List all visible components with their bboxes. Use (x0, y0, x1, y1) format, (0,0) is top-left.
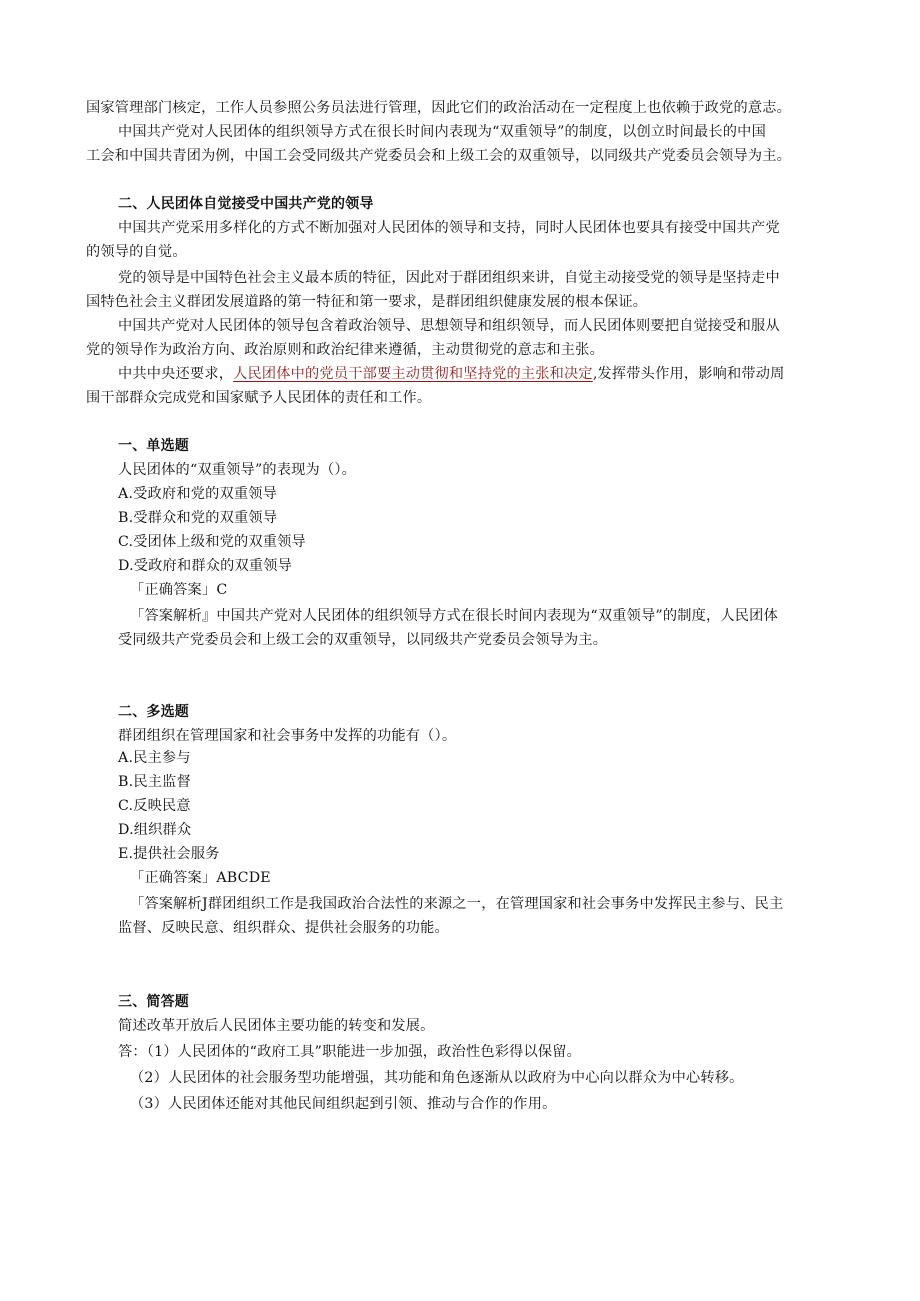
paragraph-line: 党的领导作为政治方向、政治原则和政治纪律来遵循，主动贯彻党的意志和主张。 (86, 342, 604, 358)
option-e: E.提供社会服务 (118, 846, 220, 862)
option-c: C.反映民意 (118, 798, 191, 814)
question-text: 人民团体的“双重领导”的表现为（）。 (118, 462, 357, 478)
option-a: A.受政府和党的双重领导 (118, 486, 278, 502)
question-heading: 一、单选题 (118, 438, 189, 454)
answer-analysis: 「答案解析』中国共产党对人民团体的组织领导方式在很长时间内表现为“双重领导”的制度，人民团体 (130, 608, 778, 624)
section-heading: 二、人民团体自觉接受中国共产党的领导 (118, 196, 374, 212)
highlighted-text: 人民团体中的党员干部要主动贯彻和坚持党的主张和决定 (233, 366, 593, 382)
paragraph-line: 中国共产党对人民团体的领导包含着政治领导、思想领导和组织领导，而人民团体则要把自觉接受和服从 (118, 318, 780, 334)
option-d: D.受政府和群众的双重领导 (118, 558, 293, 574)
question-heading: 三、简答题 (118, 994, 189, 1010)
option-b: B.民主监督 (118, 774, 191, 790)
option-a: A.民主参与 (118, 750, 191, 766)
paragraph-line: 围干部群众完成党和国家赋予人民团体的责任和工作。 (86, 390, 432, 406)
option-d: D.组织群众 (118, 822, 192, 838)
paragraph-line: 的领导的自觉。 (86, 244, 187, 260)
paragraph-text: 中共中央还要求， (118, 366, 234, 382)
paragraph-line: 国特色社会主义群团发展道路的第一特征和第一要求，是群团组织健康发展的根本保证。 (86, 294, 648, 310)
correct-answer: 「正确答案」C (130, 582, 228, 598)
answer-line: 答：（1）人民团体的“政府工具”职能进一步加强，政治性色彩得以保留。 (118, 1044, 582, 1060)
paragraph-line: 党的领导是中国特色社会主义最本质的特征，因此对于群团组织来讲，自觉主动接受党的领导是坚持走中 (118, 270, 780, 286)
question-text: 群团组织在管理国家和社会事务中发挥的功能有（）。 (118, 728, 457, 744)
paragraph-text: ,发挥带头作用，影响和带动周 (592, 366, 785, 382)
answer-line: （2）人民团体的社会服务型功能增强，其功能和角色逐渐从以政府为中心向以群众为中心转移。 (130, 1070, 744, 1086)
answer-line: （3）人民团体还能对其他民间组织起到引领、推动与合作的作用。 (130, 1096, 557, 1112)
option-b: B.受群众和党的双重领导 (118, 510, 278, 526)
correct-answer: 「正确答案」ABCDE (130, 870, 271, 886)
question-text: 简述改革开放后人民团体主要功能的转变和发展。 (118, 1018, 435, 1034)
paragraph-line: 中国共产党采用多样化的方式不断加强对人民团体的领导和支持，同时人民团体也要具有接受中国共产党 (118, 220, 780, 236)
answer-analysis: 监督、反映民意、组织群众、提供社会服务的功能。 (118, 920, 449, 936)
answer-analysis: 受同级共产党委员会和上级工会的双重领导，以同级共产党委员会领导为主。 (118, 632, 608, 648)
intro-paragraph-line: 中国共产党对人民团体的组织领导方式在很长时间内表现为“双重领导”的制度，以创立时间最长的中国 (118, 124, 766, 140)
question-heading: 二、多选题 (118, 704, 189, 720)
paragraph-line (118, 364, 785, 384)
answer-analysis: 「答案解析J群团组织工作是我国政治合法性的来源之一，在管理国家和社会事务中发挥民主参与、民主 (130, 896, 784, 912)
intro-line: 国家管理部门核定，工作人员参照公务员法进行管理，因此它们的政治活动在一定程度上也依赖于政党的意志。 (86, 100, 791, 116)
option-c: C.受团体上级和党的双重领导 (118, 534, 306, 550)
intro-paragraph-line: 工会和中国共青团为例，中国工会受同级共产党委员会和上级工会的双重领导，以同级共产党委员会领导为主。 (86, 148, 791, 164)
